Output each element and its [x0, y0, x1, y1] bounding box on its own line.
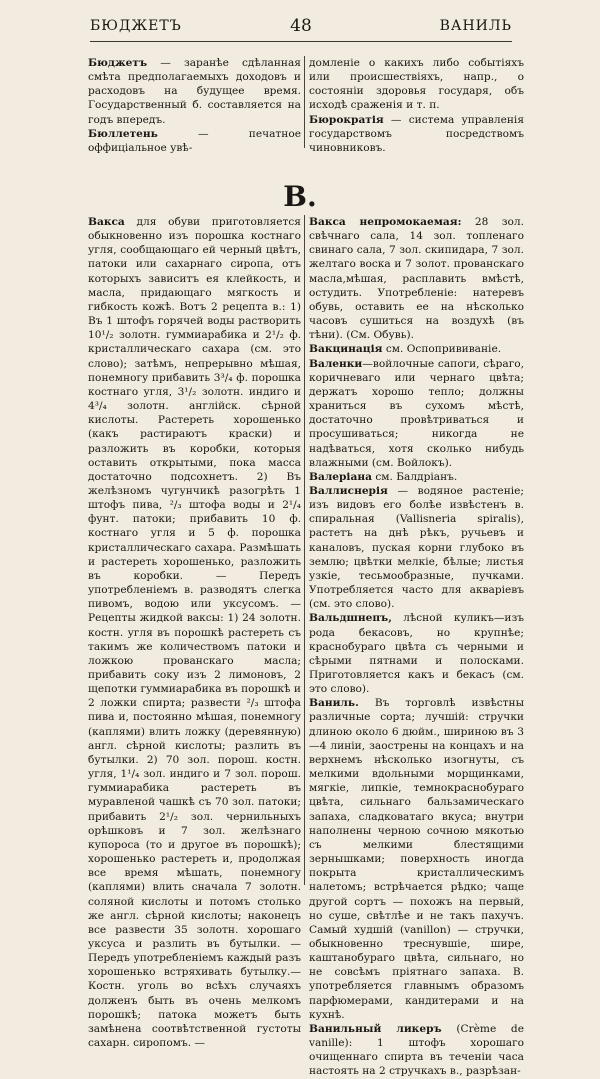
left-column [88, 215, 301, 1050]
entry [309, 1022, 524, 1079]
entry-text: — заранѣе сдѣланная смѣта предполагаемыхъ доходовъ и расходовъ на будущее время. Государственный б. составляется на годъ впередъ. [88, 57, 301, 126]
page-number: 48 [290, 16, 312, 36]
section-letter: В. [283, 180, 317, 213]
entry-head: Ванильный ликеръ [309, 1022, 442, 1035]
entry-text: —войлочные сапоги, сѣраго, коричневаго или чернаго цвѣта; держатъ хорошо тепло; должны храниться въ сухомъ мѣстѣ, достаточно провѣтриваться и просушиваться; никогда не надѣваться, хотя сколько нибудь влажными (см. Войлокъ). [309, 357, 524, 469]
entry-head: Валеріана [309, 470, 372, 483]
entry-head: Валенки [309, 357, 363, 370]
entry [88, 215, 301, 1050]
entry-head: Вакса [88, 216, 125, 228]
entry [309, 56, 524, 113]
header-right-word: ВАНИЛЬ [439, 18, 512, 34]
entry [88, 127, 301, 155]
column-divider [304, 56, 305, 148]
running-header [90, 16, 512, 40]
entry-text: (Crème de vanille): 1 штофъ хорошаго очищеннаго спирта въ теченіи часа настоять на 2 стручкахъ в., разрѣзан- [309, 1022, 524, 1078]
entry-text: — система управленія государствомъ посредствомъ чиновниковъ. [309, 113, 524, 154]
entry [88, 56, 301, 127]
entry [309, 696, 524, 1022]
entry-head: Бюллетень [88, 127, 158, 140]
entry-text: см. Оспопрививаніе. [382, 343, 502, 356]
entry-head: Ваниль. [309, 697, 359, 710]
entry-head: Вальдшнепъ, [309, 612, 392, 625]
entry-text: для обуви приготовляется обыкновенно изъ порошка костнаго угля, сообщающаго ей черный цвѣтъ, патоки или сахарнаго сиропа, отъ которыхъ зависитъ ея клейкость, и масла, придающаго мягкость и гибкость кожѣ. Вотъ 2 рецепта в.: 1) Въ 1 штофъ горячей воды растворить 10¹/₂ золотн. гуммиарабика и 2¹/₂ ф. кристаллическаго сахара (см. это слово); затѣмъ, непрерывно мѣшая, понемногу прибавить 3³/₄ ф. порошка костнаго угля, 3¹/₂ золотн. индиго и 4³/₄ золотн. англійск. сѣрной кислоты. Растереть хорошенько (какъ растираютъ краски) и разложить въ коробки, которыя оставить открытыми, пока масса достаточно подсохнетъ. 2) Въ желѣзномъ чугунчикѣ разогрѣть 1 штофъ пива, ²/₃ штофа воды и 2¹/₄ фунт. патоки; прибавить 10 ф. костнаго угля и 5 ф. порошка кристаллическаго сахара. Размѣшать и растереть хорошенько, разложить въ коробки. — Передъ употребленіемъ в. разводятъ слегка пивомъ, водою или уксусомъ. — Рецепты жидкой ваксы: 1) 24 золотн. костн. угля въ порошкѣ растереть съ такимъ же количествомъ патоки и ложкою прованскаго масла; прибавить соку изъ 2 лимоновъ, 2 щепотки гуммиарабика въ порошкѣ и 2 ложки спирта; развести ²/₃ штофа пива и, постоянно мѣшая, понемногу (каплями) влить ложку (деревянную) англ. сѣрной кислоты; разлить въ бутылки. 2) 70 зол. порош. костн. угля, 1¹/₄ зол. индиго и 7 зол. порош. гуммиарабика растереть въ муравленой чашкѣ съ 70 зол. патоки; прибавить 2¹/₂ зол. чернильныхъ орѣшковъ и 7 зол. желѣзнаго купороса (то и другое въ порошкѣ); хорошенько растереть и, продолжая все время мѣшать, понемногу (каплями) влить сначала 7 золотн. соляной кислоты и потомъ столько же англ. сѣрной кислоты; наконецъ все развести 35 золотн. хорошаго уксуса и разлить въ бутылки. — Передъ употребленіемъ каждый разъ хорошенько встряхивать бутылку.—Костн. уголь во всѣхъ случаяхъ долженъ быть въ очень мелкомъ порошкѣ; патока можетъ быть замѣнена соотвѣтственной густоты сахарн. сиропомъ. — [88, 216, 301, 1050]
entry-head: Вакса непромокаемая: [309, 216, 462, 228]
entry [309, 470, 524, 484]
entry [309, 113, 524, 155]
entry-text: Въ торговлѣ извѣстны различные сорта; лучшій: стручки длиною около 6 дюйм., шириною въ 3—4 линіи, заострены на концахъ и на верхнемъ нѣсколько изогнуты, съ мелкими вдольными морщинками, мягкіе, липкіе, темнокраснобураго цвѣта, сильнаго бальзамическаго запаха, сладковатаго вкуса; внутри наполнены черною сочною мякотью съ мелкими блестящими зернышками; поверхность иногда покрыта кристаллическимъ налетомъ; встрѣчается рѣдко; чаще другой сортъ — похожъ на первый, но суше, свѣтлѣе и не такъ пахучъ. Самый худшій (vanillon) — стручки, обыкновенно треснувшіе, шире, каштанобураго цвѣта, сильнаго, но не совсѣмъ пріятнаго запаха. В. употребляется главнымъ образомъ парфюмерами, кандитерами и на кухнѣ. [309, 697, 524, 1021]
top-right-column [309, 56, 524, 155]
entry-text: — водяное растеніе; изъ видовъ его болѣе извѣстенъ в. спиральная (Vallisneria spiralis), растетъ на днѣ рѣкъ, ручьевъ и каналовъ, пуская корни глубоко въ землю; цвѣтки мелкіе, бѣлые; листья узкіе, тесьмообразные, пучками. Употребляется часто для акваріевъ (см. это слово). [309, 484, 524, 611]
entry-text: лѣсной куликъ—изъ рода бекасовъ, но крупнѣе; краснобураго цвѣта съ черными и сѣрыми пятнами и полосками. Приготовляется какъ и бекасъ (см. это слово). [309, 612, 524, 696]
right-column [309, 215, 524, 1079]
entry-head: Валлиснерія [309, 484, 388, 497]
entry-head: Вакцинація [309, 343, 383, 356]
entry-text: см. Балдріанъ. [371, 470, 458, 483]
entry [309, 611, 524, 696]
entry-text: — печатное оффиціальное увѣ- [88, 127, 301, 154]
entry [309, 342, 524, 356]
entry-head: Бюрократія [309, 113, 384, 126]
entry-text: 28 зол. свѣчнаго сала, 14 зол. топленаго свинаго сала, 7 зол. скипидара, 7 зол. желтаго воска и 7 золот. прованскаго масла,мѣшая, расплавить вмѣстѣ, остудить. Употребленіе: натеревъ обувь, оставить ее на нѣсколько часовъ сушиться на воздухѣ (въ тѣни). (См. Обувь). [309, 216, 524, 342]
entry [309, 215, 524, 342]
header-rule [90, 41, 512, 42]
entry [309, 357, 524, 470]
entry-head: Бюджетъ [88, 57, 148, 69]
header-left-word: БЮДЖЕТЪ [90, 18, 182, 34]
column-divider [304, 215, 305, 885]
entry [309, 484, 524, 611]
top-left-column [88, 56, 301, 155]
entry-text: домленіе о какихъ либо событіяхъ или происшествіяхъ, напр., о состояніи здоровья государя, объ исходѣ сраженія и т. п. [309, 57, 524, 112]
